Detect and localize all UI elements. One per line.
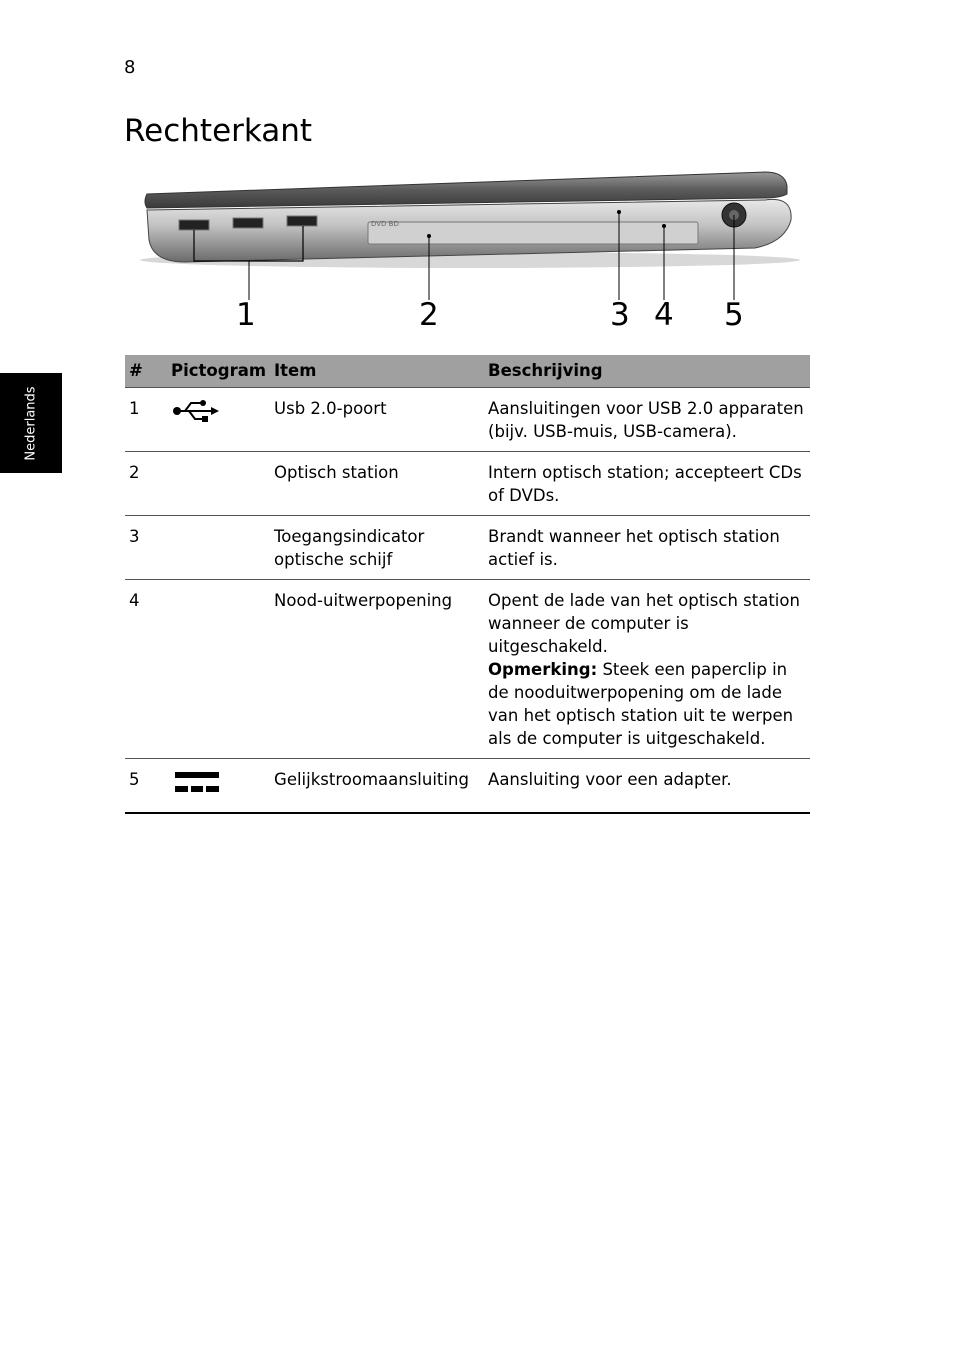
row-icon-cell	[167, 516, 270, 580]
note-label: Opmerking:	[488, 660, 598, 679]
callout-1: 1	[236, 297, 256, 333]
row-item: Toegangsindicator optische schijf	[270, 516, 484, 580]
row-note	[488, 658, 806, 750]
row-item: Gelijkstroomaansluiting	[270, 759, 484, 814]
row-icon-cell	[167, 759, 270, 814]
language-side-tab	[0, 373, 62, 473]
table-row	[125, 516, 810, 580]
header-number: #	[125, 355, 167, 388]
header-icon: Pictogram	[167, 355, 270, 388]
note-text: Steek een paperclip in de nooduitwerpopening om de lade van het optisch station uit te werpen als de computer is uitgeschakeld.	[488, 660, 794, 748]
row-icon-cell	[167, 388, 270, 452]
side-tab-label: Nederlands	[23, 385, 39, 461]
row-number: 1	[125, 388, 167, 452]
table-header-row	[125, 355, 810, 388]
header-description: Beschrijving	[484, 355, 810, 388]
row-item: Usb 2.0-poort	[270, 388, 484, 452]
laptop-side-illustration	[125, 160, 815, 345]
table-row	[125, 759, 810, 814]
row-description: Intern optisch station; accepteert CDs of DVDs.	[484, 452, 810, 516]
row-item: Optisch station	[270, 452, 484, 516]
page-number: 8	[124, 57, 136, 78]
table-row	[125, 452, 810, 516]
svg-text:DVD BD: DVD BD	[371, 220, 399, 228]
usb-icon	[171, 397, 223, 425]
laptop-right-side-figure	[125, 160, 815, 345]
usb-port-1	[179, 220, 209, 230]
callout-3: 3	[610, 297, 630, 333]
callout-2: 2	[419, 297, 439, 333]
optical-drive-tray	[368, 222, 698, 244]
row-number: 5	[125, 759, 167, 814]
table-row	[125, 388, 810, 452]
row-item: Nood-uitwerpopening	[270, 580, 484, 759]
callout-4: 4	[654, 297, 674, 333]
usb-port-2	[233, 218, 263, 228]
header-item: Item	[270, 355, 484, 388]
dc-power-icon	[171, 768, 223, 798]
row-description-cell	[484, 580, 810, 759]
callout-5: 5	[724, 297, 744, 333]
row-icon-cell	[167, 452, 270, 516]
row-description: Aansluiting voor een adapter.	[484, 759, 810, 814]
row-number: 2	[125, 452, 167, 516]
ports-table	[125, 355, 810, 814]
row-description: Brandt wanneer het optisch station actief is.	[484, 516, 810, 580]
page-title: Rechterkant	[124, 113, 313, 149]
usb-port-3	[287, 216, 317, 226]
row-description: Aansluitingen voor USB 2.0 apparaten (bijv. USB-muis, USB-camera).	[484, 388, 810, 452]
table-row	[125, 580, 810, 759]
row-icon-cell	[167, 580, 270, 759]
row-description: Opent de lade van het optisch station wanneer de computer is uitgeschakeld.	[488, 591, 800, 656]
row-number: 4	[125, 580, 167, 759]
row-number: 3	[125, 516, 167, 580]
